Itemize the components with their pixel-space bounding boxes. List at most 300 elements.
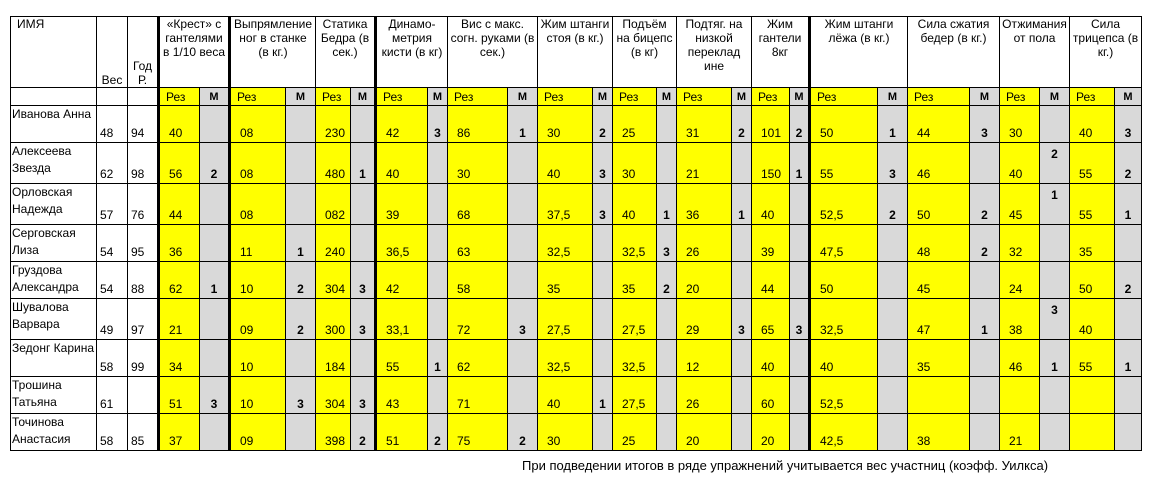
result-value: 230	[316, 106, 351, 143]
athlete-row	[11, 340, 1142, 377]
place-value: 3	[508, 299, 538, 340]
result-value	[1000, 377, 1040, 414]
place-value	[878, 414, 908, 451]
result-value: 50	[908, 184, 970, 225]
place-value	[657, 299, 677, 340]
place-value: 1	[593, 377, 613, 414]
exercise-header: Выпрямление ног в станке (в кг.)	[230, 17, 316, 88]
result-subheader: Рез	[908, 88, 970, 106]
name-header: ИМЯ	[11, 17, 97, 88]
result-subheader: Рез	[159, 88, 200, 106]
result-value: 40	[1070, 106, 1115, 143]
result-value: 42,5	[810, 414, 878, 451]
result-value: 32,5	[538, 225, 593, 262]
results-table	[10, 16, 1142, 451]
result-value: 25	[613, 106, 657, 143]
place-subheader: М	[508, 88, 538, 106]
exercise-header: «Крест» с гантелями в 1/10 веса	[159, 17, 230, 88]
place-value	[428, 299, 448, 340]
subheader-blank	[128, 88, 159, 106]
result-value: 72	[448, 299, 508, 340]
place-value	[878, 262, 908, 299]
place-value: 3	[1115, 106, 1142, 143]
athlete-row	[11, 377, 1142, 414]
place-value: 2	[428, 414, 448, 451]
place-value: 2	[593, 106, 613, 143]
result-value: 304	[316, 377, 351, 414]
place-value: 2	[286, 299, 316, 340]
exercise-header: Жим гантели 8кг	[752, 17, 810, 88]
place-value	[790, 414, 810, 451]
header-row	[11, 17, 1142, 88]
athlete-row	[11, 184, 1142, 225]
place-value: 3	[1040, 299, 1070, 340]
athlete-birth-year: 88	[128, 262, 159, 299]
place-subheader: М	[970, 88, 1000, 106]
place-value	[732, 414, 752, 451]
place-value	[657, 143, 677, 184]
place-value: 1	[1115, 340, 1142, 377]
place-value: 1	[732, 184, 752, 225]
place-subheader: М	[593, 88, 613, 106]
result-value: 38	[908, 414, 970, 451]
place-value: 2	[351, 414, 376, 451]
exercise-header: Сила сжатия бедер (в кг.)	[908, 17, 1000, 88]
place-value	[878, 299, 908, 340]
result-subheader: Рез	[1070, 88, 1115, 106]
result-value: 56	[159, 143, 200, 184]
result-value: 40	[810, 340, 878, 377]
result-value: 40	[613, 184, 657, 225]
athlete-weight: 58	[97, 340, 128, 377]
result-value: 52,5	[810, 377, 878, 414]
result-value: 44	[752, 262, 790, 299]
place-value	[286, 184, 316, 225]
place-value	[657, 377, 677, 414]
place-value	[1040, 377, 1070, 414]
place-value	[351, 340, 376, 377]
athlete-weight: 54	[97, 262, 128, 299]
result-value: 240	[316, 225, 351, 262]
result-value	[1070, 414, 1115, 451]
result-value: 71	[448, 377, 508, 414]
place-value: 2	[657, 262, 677, 299]
result-value: 30	[538, 106, 593, 143]
result-value: 150	[752, 143, 790, 184]
place-value	[732, 377, 752, 414]
result-value: 184	[316, 340, 351, 377]
year-header: Год Р.	[128, 17, 159, 88]
result-subheader: Рез	[538, 88, 593, 106]
result-value: 55	[376, 340, 428, 377]
result-value: 63	[448, 225, 508, 262]
result-value: 51	[376, 414, 428, 451]
result-value: 47,5	[810, 225, 878, 262]
result-value: 21	[677, 143, 732, 184]
result-value: 36	[159, 225, 200, 262]
footnote: При подведении итогов в ряде упражнений учитывается вес участниц (коэфф. Уилкса)	[522, 458, 1049, 473]
result-value: 29	[677, 299, 732, 340]
result-value: 20	[677, 262, 732, 299]
place-value: 1	[428, 340, 448, 377]
place-value	[351, 106, 376, 143]
place-value: 3	[593, 143, 613, 184]
place-value: 3	[286, 377, 316, 414]
result-value: 45	[908, 262, 970, 299]
place-value	[790, 340, 810, 377]
result-value: 43	[376, 377, 428, 414]
result-value: 30	[613, 143, 657, 184]
athlete-birth-year: 95	[128, 225, 159, 262]
place-value	[657, 414, 677, 451]
result-value: 40	[159, 106, 200, 143]
result-value: 45	[1000, 184, 1040, 225]
place-value	[1115, 414, 1142, 451]
result-value: 082	[316, 184, 351, 225]
place-value	[1115, 299, 1142, 340]
result-subheader: Рез	[613, 88, 657, 106]
result-value: 35	[908, 340, 970, 377]
place-value	[1040, 106, 1070, 143]
place-value	[286, 143, 316, 184]
place-value: 1	[970, 299, 1000, 340]
result-value: 47	[908, 299, 970, 340]
place-value: 2	[970, 225, 1000, 262]
result-value: 75	[448, 414, 508, 451]
exercise-header: Жим штанги лёжа (в кг.)	[810, 17, 908, 88]
athlete-row	[11, 143, 1142, 184]
athlete-name: Груздова Александра	[11, 262, 97, 299]
result-value: 40	[752, 184, 790, 225]
athlete-birth-year: 85	[128, 414, 159, 451]
place-value: 1	[790, 143, 810, 184]
result-value: 31	[677, 106, 732, 143]
result-value: 51	[159, 377, 200, 414]
exercise-header: Подъём на бицепс (в кг)	[613, 17, 677, 88]
place-value	[878, 377, 908, 414]
result-value: 62	[448, 340, 508, 377]
result-value: 50	[810, 106, 878, 143]
exercise-header: Жим штанги стоя (в кг.)	[538, 17, 613, 88]
result-value: 12	[677, 340, 732, 377]
result-value: 27,5	[538, 299, 593, 340]
result-value: 42	[376, 106, 428, 143]
place-value	[200, 299, 230, 340]
result-value: 398	[316, 414, 351, 451]
result-value: 68	[448, 184, 508, 225]
result-value: 46	[908, 143, 970, 184]
result-value: 21	[1000, 414, 1040, 451]
result-value: 26	[677, 225, 732, 262]
result-value: 30	[538, 414, 593, 451]
result-value: 46	[1000, 340, 1040, 377]
result-value: 32,5	[810, 299, 878, 340]
athlete-name: Орловская Надежда	[11, 184, 97, 225]
place-value	[428, 143, 448, 184]
result-value: 40	[752, 340, 790, 377]
result-subheader: Рез	[677, 88, 732, 106]
place-value	[508, 143, 538, 184]
place-subheader: М	[878, 88, 908, 106]
place-value	[878, 340, 908, 377]
athlete-weight: 48	[97, 106, 128, 143]
result-value: 40	[1000, 143, 1040, 184]
athlete-name: Зедонг Карина	[11, 340, 97, 377]
place-value	[508, 225, 538, 262]
place-value	[508, 377, 538, 414]
athlete-name: Шувалова Варвара	[11, 299, 97, 340]
place-subheader: М	[790, 88, 810, 106]
result-value: 65	[752, 299, 790, 340]
result-value: 38	[1000, 299, 1040, 340]
place-value: 3	[970, 106, 1000, 143]
result-value: 36,5	[376, 225, 428, 262]
result-value: 08	[230, 106, 286, 143]
place-value: 3	[593, 184, 613, 225]
result-value: 33,1	[376, 299, 428, 340]
result-value: 37,5	[538, 184, 593, 225]
place-value	[508, 184, 538, 225]
result-value: 58	[448, 262, 508, 299]
athlete-name: Трошина Татьяна	[11, 377, 97, 414]
result-value: 40	[538, 377, 593, 414]
athlete-name: Серговская Лиза	[11, 225, 97, 262]
place-value	[790, 225, 810, 262]
place-subheader: М	[351, 88, 376, 106]
result-value: 40	[1070, 299, 1115, 340]
athlete-row	[11, 262, 1142, 299]
exercise-header: Сила трицепса (в кг.)	[1070, 17, 1142, 88]
place-value: 3	[351, 262, 376, 299]
place-value	[790, 377, 810, 414]
place-value	[200, 184, 230, 225]
place-value: 3	[200, 377, 230, 414]
athlete-name: Иванова Анна	[11, 106, 97, 143]
subheader-row	[11, 88, 1142, 106]
place-value	[1115, 225, 1142, 262]
place-subheader: М	[428, 88, 448, 106]
athlete-row	[11, 299, 1142, 340]
result-value: 20	[677, 414, 732, 451]
place-value	[286, 414, 316, 451]
result-value: 35	[613, 262, 657, 299]
athlete-row	[11, 225, 1142, 262]
athlete-birth-year: 94	[128, 106, 159, 143]
result-subheader: Рез	[230, 88, 286, 106]
athlete-weight: 61	[97, 377, 128, 414]
place-value: 2	[1040, 143, 1070, 184]
place-value	[970, 143, 1000, 184]
result-value: 86	[448, 106, 508, 143]
place-value: 2	[508, 414, 538, 451]
place-value	[970, 340, 1000, 377]
result-value: 39	[752, 225, 790, 262]
place-value	[593, 225, 613, 262]
place-value: 1	[1115, 184, 1142, 225]
result-subheader: Рез	[448, 88, 508, 106]
exercise-header: Отжимания от пола	[1000, 17, 1070, 88]
place-value: 3	[428, 106, 448, 143]
place-value	[351, 184, 376, 225]
result-subheader: Рез	[1000, 88, 1040, 106]
place-value	[351, 225, 376, 262]
result-value: 55	[1070, 340, 1115, 377]
place-value	[593, 340, 613, 377]
athlete-birth-year	[128, 377, 159, 414]
place-value: 3	[351, 299, 376, 340]
athlete-weight: 49	[97, 299, 128, 340]
exercise-header: Подтяг. на низкой переклад ине	[677, 17, 752, 88]
athlete-birth-year: 97	[128, 299, 159, 340]
result-value: 09	[230, 414, 286, 451]
result-subheader: Рез	[810, 88, 878, 106]
athlete-weight: 58	[97, 414, 128, 451]
result-value: 27,5	[613, 377, 657, 414]
athlete-birth-year: 99	[128, 340, 159, 377]
athlete-weight: 57	[97, 184, 128, 225]
place-value	[286, 340, 316, 377]
results-table-wrapper	[10, 16, 1142, 451]
result-subheader: Рез	[316, 88, 351, 106]
result-value: 09	[230, 299, 286, 340]
place-value: 1	[200, 262, 230, 299]
place-value: 1	[508, 106, 538, 143]
place-value	[1040, 225, 1070, 262]
place-subheader: М	[1040, 88, 1070, 106]
place-subheader: М	[286, 88, 316, 106]
place-value	[732, 225, 752, 262]
result-value: 08	[230, 143, 286, 184]
place-value	[286, 106, 316, 143]
place-value	[428, 377, 448, 414]
result-value: 44	[908, 106, 970, 143]
result-value: 26	[677, 377, 732, 414]
result-value: 25	[613, 414, 657, 451]
result-value: 20	[752, 414, 790, 451]
place-value: 3	[790, 299, 810, 340]
result-value: 30	[448, 143, 508, 184]
place-value: 2	[878, 184, 908, 225]
result-value: 36	[677, 184, 732, 225]
place-value: 2	[732, 106, 752, 143]
place-value: 3	[657, 225, 677, 262]
result-value: 480	[316, 143, 351, 184]
result-value: 101	[752, 106, 790, 143]
result-value: 40	[376, 143, 428, 184]
place-value	[732, 262, 752, 299]
place-subheader: М	[1115, 88, 1142, 106]
place-value	[508, 262, 538, 299]
result-value: 10	[230, 377, 286, 414]
place-value	[970, 377, 1000, 414]
place-value: 1	[657, 184, 677, 225]
place-value: 2	[1115, 143, 1142, 184]
place-value	[593, 262, 613, 299]
place-subheader: М	[732, 88, 752, 106]
place-value	[428, 184, 448, 225]
result-value: 39	[376, 184, 428, 225]
subheader-blank	[97, 88, 128, 106]
result-value: 21	[159, 299, 200, 340]
result-value: 52,5	[810, 184, 878, 225]
result-value: 32	[1000, 225, 1040, 262]
weight-header: Вес	[97, 17, 128, 88]
place-value	[878, 225, 908, 262]
place-value: 3	[732, 299, 752, 340]
place-value: 2	[1115, 262, 1142, 299]
athlete-weight: 62	[97, 143, 128, 184]
athlete-row	[11, 106, 1142, 143]
place-value	[200, 106, 230, 143]
athlete-row	[11, 414, 1142, 451]
place-value	[428, 262, 448, 299]
result-value: 50	[810, 262, 878, 299]
place-value: 1	[1040, 340, 1070, 377]
result-value: 55	[810, 143, 878, 184]
place-value: 2	[790, 106, 810, 143]
result-value: 40	[538, 143, 593, 184]
place-value	[200, 340, 230, 377]
place-value: 3	[878, 143, 908, 184]
place-value	[200, 414, 230, 451]
result-value: 44	[159, 184, 200, 225]
place-subheader: М	[657, 88, 677, 106]
exercise-header: Динамо-метрия кисти (в кг)	[376, 17, 448, 88]
place-value: 2	[970, 184, 1000, 225]
exercise-header: Статика Бедра (в сек.)	[316, 17, 376, 88]
place-value	[970, 262, 1000, 299]
athlete-name: Алексеева Звезда	[11, 143, 97, 184]
result-value: 11	[230, 225, 286, 262]
athlete-weight: 54	[97, 225, 128, 262]
place-value: 1	[1040, 184, 1070, 225]
place-value	[732, 340, 752, 377]
result-value: 32,5	[613, 225, 657, 262]
subheader-blank	[11, 88, 97, 106]
result-value: 55	[1070, 143, 1115, 184]
place-value	[1115, 377, 1142, 414]
result-value: 10	[230, 262, 286, 299]
place-value: 1	[351, 143, 376, 184]
place-value: 1	[878, 106, 908, 143]
result-value: 300	[316, 299, 351, 340]
result-value: 24	[1000, 262, 1040, 299]
place-value	[732, 143, 752, 184]
result-value: 30	[1000, 106, 1040, 143]
place-value: 2	[286, 262, 316, 299]
place-value	[657, 106, 677, 143]
result-value: 42	[376, 262, 428, 299]
result-value	[1070, 377, 1115, 414]
exercise-header: Вис с макс. согн. руками (в сек.)	[448, 17, 538, 88]
result-value: 55	[1070, 184, 1115, 225]
place-value	[508, 340, 538, 377]
place-value	[593, 414, 613, 451]
result-value: 35	[1070, 225, 1115, 262]
result-subheader: Рез	[376, 88, 428, 106]
place-value	[790, 184, 810, 225]
result-value: 32,5	[538, 340, 593, 377]
place-value	[200, 225, 230, 262]
result-value: 27,5	[613, 299, 657, 340]
place-value	[1040, 414, 1070, 451]
result-value: 37	[159, 414, 200, 451]
athlete-birth-year: 76	[128, 184, 159, 225]
result-value: 48	[908, 225, 970, 262]
place-value: 2	[200, 143, 230, 184]
place-value	[1040, 262, 1070, 299]
place-value: 1	[286, 225, 316, 262]
